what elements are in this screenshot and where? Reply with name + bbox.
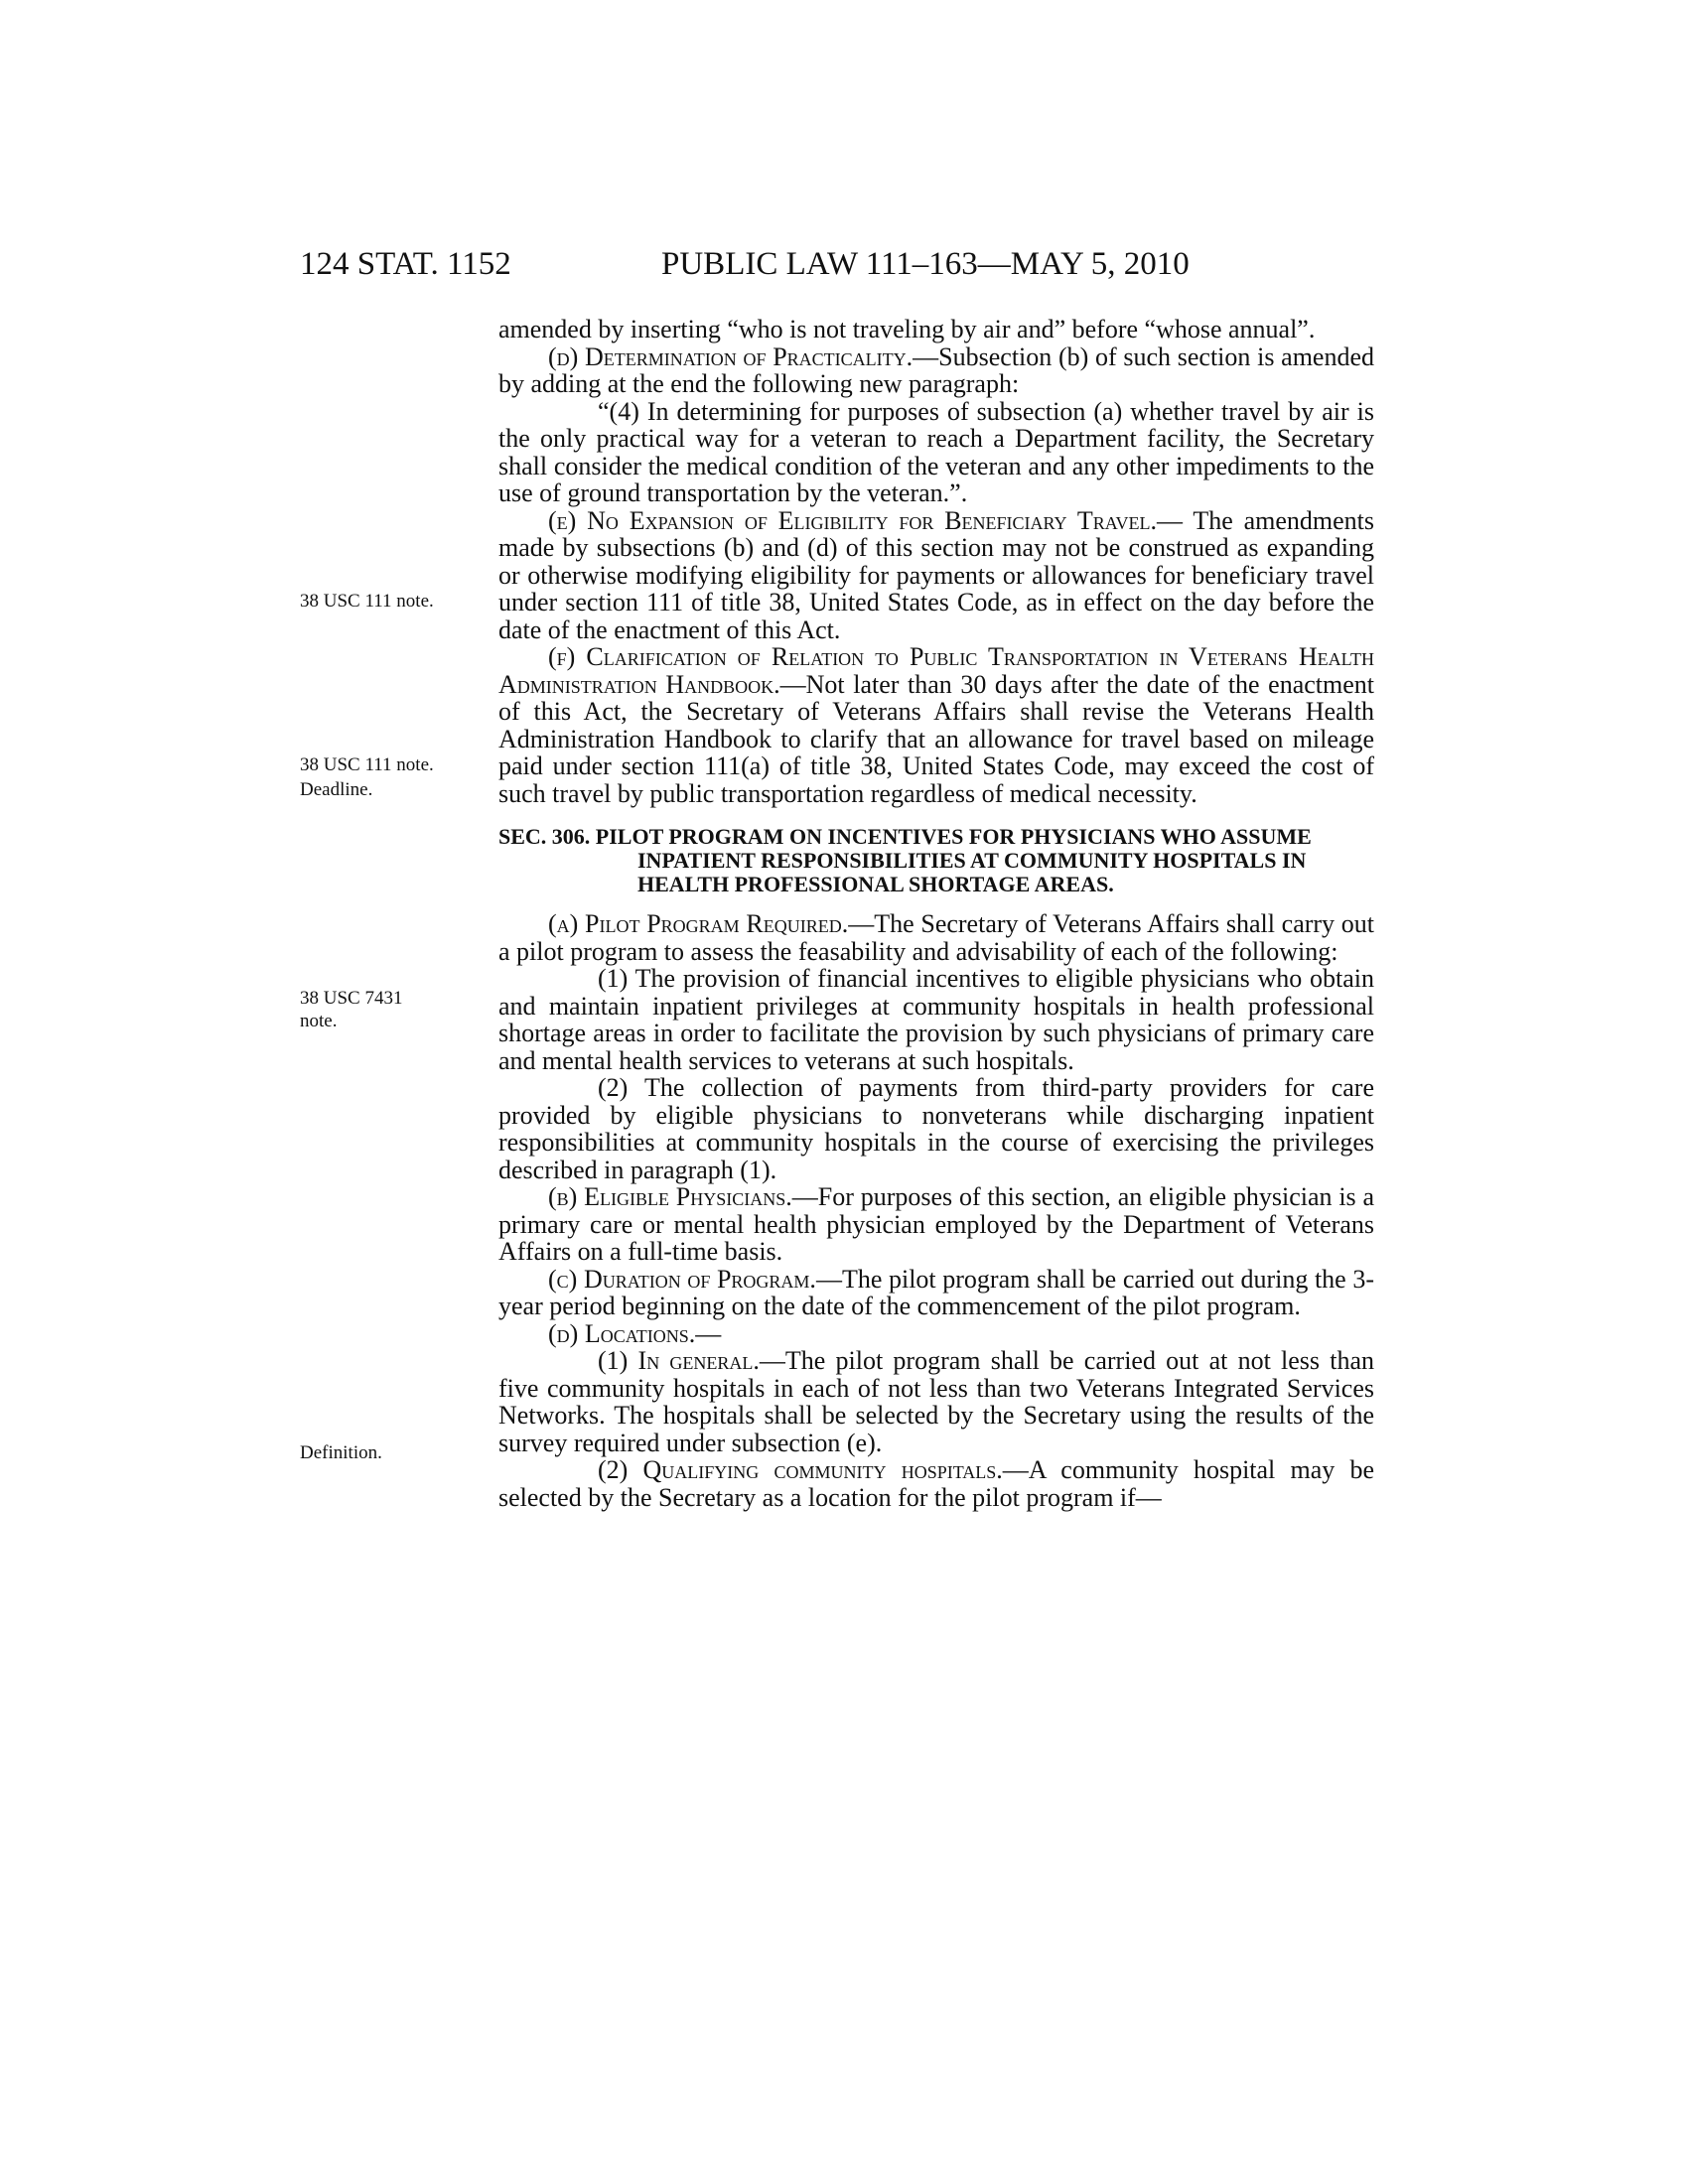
subsection-c bbox=[498, 1266, 1374, 1320]
section-title: PILOT PROGRAM ON INCENTIVES FOR PHYSICIANS WHO ASSUME INPATIENT RESPONSIBILITIES AT COMMUNITY HOSPITALS IN HEALTH PROFESSIONAL SHORTAGE AREAS. bbox=[595, 824, 1312, 896]
subsection-f bbox=[498, 643, 1374, 807]
page-reference: 124 STAT. 1152 bbox=[300, 246, 511, 282]
section-number: SEC. 306. bbox=[498, 824, 591, 849]
subsection-a-text: —The Secretary of Veterans Affairs shall carry out a pilot program to assess the feasability and advisability of each of the following: bbox=[498, 909, 1374, 966]
paragraph-d2 bbox=[498, 1456, 1374, 1511]
subsection-b-heading: (b) Eligible Physicians. bbox=[548, 1182, 792, 1211]
subsection-b-text: —For purposes of this section, an eligible physician is a primary care or mental health physician employed by the Department of Veterans Affairs on a full-time basis. bbox=[498, 1182, 1375, 1266]
paragraph-amended: amended by inserting “who is not traveling by air and” before “whose annual”. bbox=[498, 315, 1316, 343]
subsection-d bbox=[498, 343, 1374, 398]
margin-note-f-citation: 38 USC 111 note. bbox=[300, 754, 434, 775]
subsection-d-locations-heading: (d) Locations.— bbox=[548, 1318, 722, 1348]
subsection-d-text: —Subsection (b) of such section is amended by adding at the end the following new paragraph: bbox=[498, 341, 1375, 398]
running-header-title: PUBLIC LAW 111–163—MAY 5, 2010 bbox=[661, 246, 1190, 282]
subsection-a bbox=[498, 910, 1374, 965]
paragraph-d1-heading: (1) In general. bbox=[598, 1346, 760, 1375]
paragraph-d2-heading: (2) Qualifying community hospitals. bbox=[598, 1455, 1003, 1484]
subsection-d-locations bbox=[498, 1320, 1374, 1348]
margin-note-f-deadline: Deadline. bbox=[300, 779, 373, 800]
subsection-c-heading: (c) Duration of Program. bbox=[548, 1264, 816, 1294]
subsection-e bbox=[498, 507, 1374, 644]
statute-text bbox=[498, 316, 1374, 1511]
margin-note-e: 38 USC 111 note. bbox=[300, 591, 434, 612]
subsection-a-heading: (a) Pilot Program Required. bbox=[548, 909, 849, 938]
subsection-e-heading: (e) No Expansion of Eligibility for Beneficiary Travel. bbox=[548, 505, 1157, 535]
paragraph-a2: (2) The collection of payments from third-party providers for care provided by eligible physicians to nonveterans while discharging inpatient responsibilities at community hospitals in the course of exercising the privileges described in paragraph (1). bbox=[498, 1073, 1374, 1184]
margin-note-sec306-citation: 38 USC 7431 bbox=[300, 988, 403, 1009]
margin-note-sec306-note: note. bbox=[300, 1011, 338, 1031]
paragraph-d4: “(4) In determining for purposes of subsection (a) whether travel by air is the only practical way for a veteran to reach a Department facility, the Secretary shall consider the medical condition of the veteran and any other impediments to the use of ground transportation by the veteran.”. bbox=[498, 396, 1374, 507]
subsection-e-text: — The amendments made by subsections (b) and (d) of this section may not be construed as expanding or otherwise modifying eligibility for payments or allowances for beneficiary travel under section 111 of title 38, United States Code, as in effect on the day before the date of the enactment of this Act. bbox=[498, 505, 1374, 644]
subsection-d-heading: (d) Determination of Practicality. bbox=[548, 341, 914, 371]
paragraph-d2-text: —A community hospital may be selected by the Secretary as a location for the pilot program if— bbox=[498, 1455, 1374, 1512]
subsection-b bbox=[498, 1183, 1374, 1266]
paragraph-d1-text: —The pilot program shall be carried out at not less than five community hospitals in each of not less than two Veterans Integrated Services Networks. The hospitals shall be selected by the Secretary using the results of the survey required under subsection (e). bbox=[498, 1346, 1375, 1457]
subsection-f-heading: (f) Clarification of Relation to Public Transportation in Veterans Health Administration Handbook. bbox=[498, 642, 1374, 699]
subsection-c-text: —The pilot program shall be carried out during the 3-year period beginning on the date of the commencement of the pilot program. bbox=[498, 1264, 1374, 1320]
paragraph-d1 bbox=[498, 1347, 1374, 1456]
margin-note-definition: Definition. bbox=[300, 1442, 382, 1463]
section-306-heading bbox=[498, 825, 1374, 896]
paragraph-a1: (1) The provision of financial incentives to eligible physicians who obtain and maintain inpatient privileges at community hospitals in health professional shortage areas in order to facilitate the provision by such physicians of primary care and mental health services to veterans at such hospitals. bbox=[498, 964, 1374, 1075]
subsection-f-text: —Not later than 30 days after the date of the enactment of this Act, the Secretary of Veterans Affairs shall revise the Veterans Health Administration Handbook to clarify that an allowance for travel based on mileage paid under section 111(a) of title 38, United States Code, may exceed the cost of such travel by public transportation regardless of medical necessity. bbox=[498, 669, 1374, 808]
